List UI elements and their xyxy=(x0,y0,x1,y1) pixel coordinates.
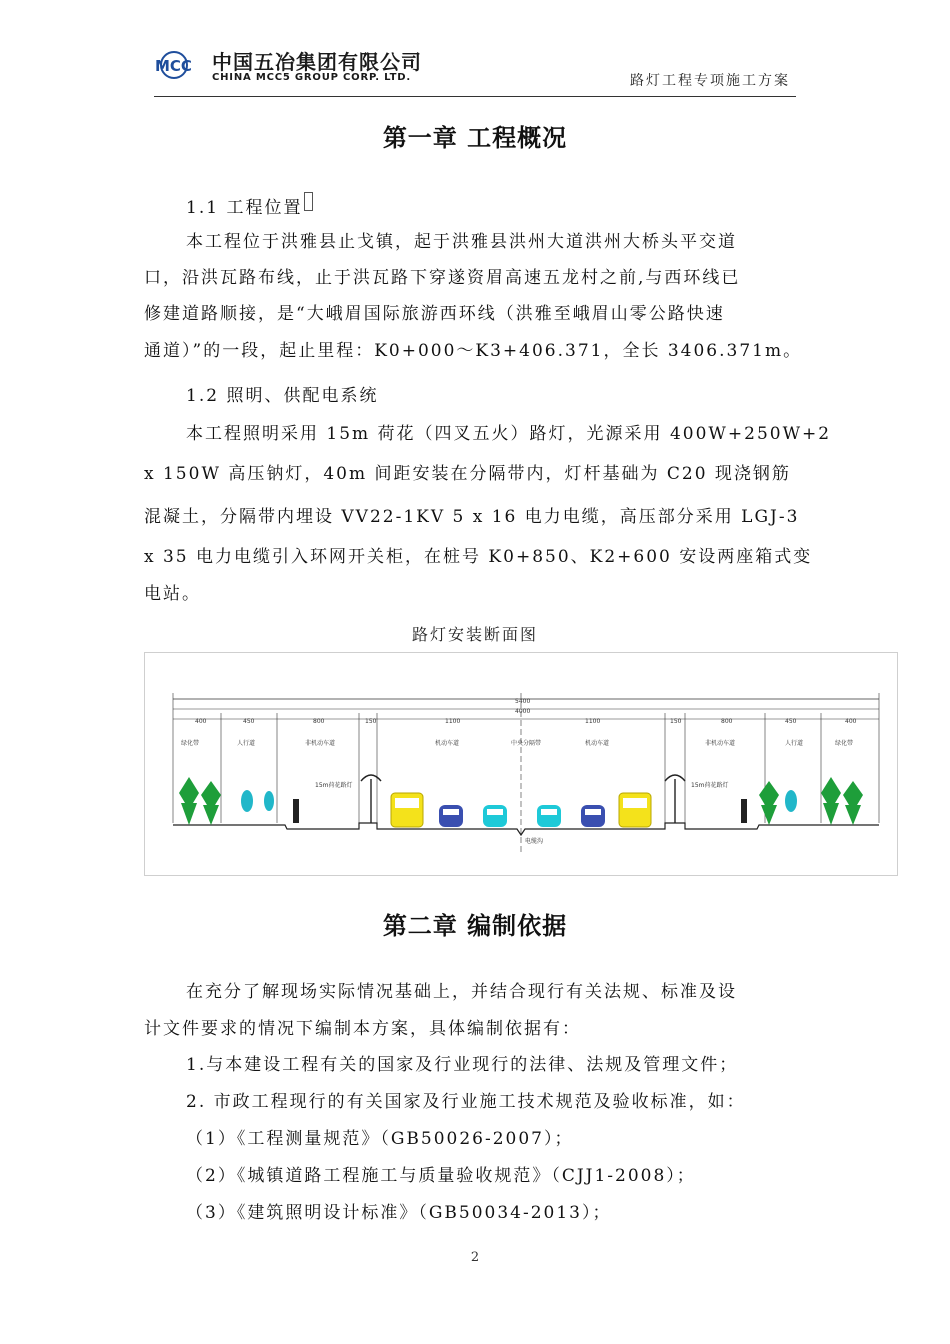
section-1-1-heading: 1.1 工程位置 xyxy=(186,190,808,226)
svg-text:400: 400 xyxy=(845,718,857,725)
svg-text:1100: 1100 xyxy=(585,718,601,725)
figure-caption: 路灯安装断面图 xyxy=(411,625,538,644)
svg-text:5400: 5400 xyxy=(515,698,531,705)
svg-text:绿化带: 绿化带 xyxy=(181,740,200,747)
svg-text:800: 800 xyxy=(313,718,325,725)
paragraph-line: 通道）”的一段，起止里程：K0+000～K3+406.371，全长 3406.371m。 xyxy=(144,341,803,361)
svg-text:人行道: 人行道 xyxy=(237,740,256,747)
paragraph-line: 在充分了解现场实际情况基础上，并结合现行有关法规、标准及设 xyxy=(186,982,737,1002)
basis-item: （1）《工程测量规范》（GB50026-2007）； xyxy=(186,1129,574,1149)
basis-item: 1.与本建设工程有关的国家及行业现行的法律、法规及管理文件； xyxy=(186,1055,739,1075)
svg-text:15m荷花路灯: 15m荷花路灯 xyxy=(691,782,729,789)
basis-item: 2. 市政工程现行的有关国家及行业施工技术规范及验收标准，如： xyxy=(186,1092,746,1112)
svg-text:450: 450 xyxy=(243,718,255,725)
svg-text:150: 150 xyxy=(365,718,377,725)
svg-text:4000: 4000 xyxy=(515,708,531,715)
svg-text:450: 450 xyxy=(785,718,797,725)
svg-text:800: 800 xyxy=(721,718,733,725)
svg-text:机动车道: 机动车道 xyxy=(585,740,610,747)
section-1-2-heading: 1.2 照明、供配电系统 xyxy=(186,386,379,406)
street-light-cross-section-figure xyxy=(144,652,898,876)
svg-text:非机动车道: 非机动车道 xyxy=(305,740,336,747)
svg-text:15m荷花路灯: 15m荷花路灯 xyxy=(315,782,353,789)
document-title: 路灯工程专项施工方案 xyxy=(630,73,790,89)
paragraph-line: x 150W 高压钠灯，40m 间距安装在分隔带内，灯杆基础为 C20 现浇钢筋 xyxy=(144,464,791,484)
paragraph-line: 本工程照明采用 15m 荷花（四叉五火）路灯，光源采用 400W+250W+2 xyxy=(186,424,832,444)
header-divider xyxy=(154,96,796,97)
paragraph-line: 口，沿洪瓦路布线，止于洪瓦路下穿遂资眉高速五龙村之前,与西环线已 xyxy=(144,268,741,288)
company-logo xyxy=(154,44,422,88)
basis-item: （2）《城镇道路工程施工与质量验收规范》（CJJ1-2008）； xyxy=(186,1166,696,1186)
svg-text:机动车道: 机动车道 xyxy=(435,740,460,747)
svg-text:非机动车道: 非机动车道 xyxy=(705,740,736,747)
chapter-1-title: 第一章 工程概况 xyxy=(382,124,568,152)
page-number: 2 xyxy=(470,1250,480,1265)
svg-text:人行道: 人行道 xyxy=(785,740,804,747)
svg-text:电缆沟: 电缆沟 xyxy=(525,838,544,845)
cross-section-drawing xyxy=(145,653,897,875)
paragraph-line: 本工程位于洪雅县止戈镇，起于洪雅县洪州大道洪州大桥头平交道 xyxy=(186,232,737,252)
svg-text:绿化带: 绿化带 xyxy=(835,740,854,747)
svg-text:1100: 1100 xyxy=(445,718,461,725)
basis-item: （3）《建筑照明设计标准》（GB50034-2013）； xyxy=(186,1203,612,1223)
mcc-logo-icon xyxy=(154,50,206,80)
paragraph-line: x 35 电力电缆引入环网开关柜，在桩号 K0+850、K2+600 安设两座箱式变 xyxy=(144,547,813,567)
paragraph-line: 混凝土，分隔带内埋设 VV22-1KV 5 x 16 电力电缆，高压部分采用 LGJ-3 xyxy=(144,507,800,527)
svg-text:MCC: MCC xyxy=(155,57,192,75)
svg-text:中央分隔带: 中央分隔带 xyxy=(511,740,542,747)
paragraph-line: 计文件要求的情况下编制本方案，具体编制依据有： xyxy=(144,1019,581,1039)
chapter-2-title: 第二章 编制依据 xyxy=(382,912,568,940)
logo-chinese-name: 中国五冶集团有限公司 xyxy=(212,50,422,74)
paragraph-line: 修建道路顺接，是“大峨眉国际旅游西环线（洪雅至峨眉山零公路快速 xyxy=(144,304,725,324)
paragraph-line: 电站。 xyxy=(144,584,201,604)
logo-english-name: CHINA MCC5 GROUP CORP. LTD. xyxy=(212,72,411,83)
svg-text:400: 400 xyxy=(195,718,207,725)
svg-text:150: 150 xyxy=(670,718,682,725)
